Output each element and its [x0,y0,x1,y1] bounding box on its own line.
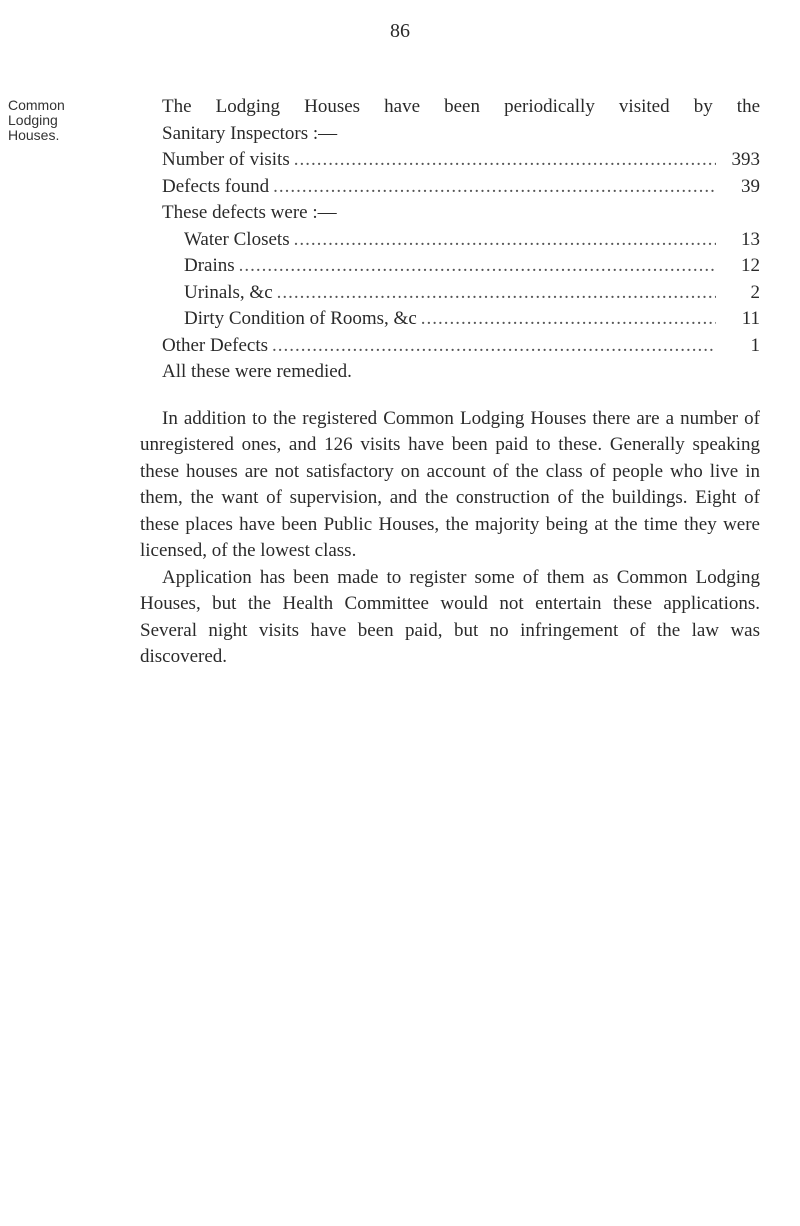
dot-leader [421,306,716,333]
defect-label: Dirty Condition of Rooms, &c [184,308,417,329]
dot-leader [273,174,716,201]
defect-label: Drains [184,255,235,276]
defects-label: Defects found [162,175,270,197]
intro-sentence [140,94,760,147]
margin-heading-line: Houses. [8,127,60,143]
defect-label: Urinals, &c [184,281,273,303]
other-defects-label: Other Defects [162,334,269,356]
visits-row [140,147,760,174]
defects-value: 39 [741,175,760,197]
margin-heading-line: Common [8,97,65,113]
paragraph-unregistered-houses: In addition to the registered Common Lodging Houses there are a number of unregistered ones, and 126 visits have been paid to these. Generally speaking these houses are not satisfactory on account of the class of people who live in them, the want of supervision, and the construction of the buildings. Eight of these places have been Public Houses, the majority being at the time they were licensed, of the lowest class. [140,407,760,561]
defects-heading: These defects were :— [162,202,337,223]
intro-line-1: The Lodging Houses have been periodically visited by the [162,96,760,117]
margin-heading-line: Lodging [8,112,58,128]
intro-line-2: Sanitary Inspectors :— [162,122,338,144]
defect-row [140,280,760,307]
dot-leader [294,227,716,254]
defect-row [140,306,760,333]
page-number: 86 [390,20,410,42]
other-defects-value: 1 [750,334,760,356]
defects-row [140,174,760,201]
dot-leader [277,280,716,307]
visits-label: Number of visits [162,149,290,170]
dot-leader [239,253,716,280]
margin-heading [8,98,118,143]
defect-value: 13 [741,228,760,250]
remedied-note: All these were remedied. [162,361,352,382]
document-body [140,94,760,671]
paragraph-applications: Application has been made to register some of them as Common Lodging Houses, but the Health Committee would not entertain these applications. Several night visits have been paid, but no infringement of the law was discovered. [140,566,760,667]
other-defects-row [140,333,760,360]
defect-value: 11 [741,308,760,329]
defect-value: 2 [750,281,760,303]
dot-leader [294,147,716,174]
defect-label: Water Closets [184,228,290,250]
defect-value: 12 [741,255,760,276]
defect-row [140,253,760,280]
visits-value: 393 [731,149,760,170]
defect-row [140,227,760,254]
dot-leader [272,333,716,360]
